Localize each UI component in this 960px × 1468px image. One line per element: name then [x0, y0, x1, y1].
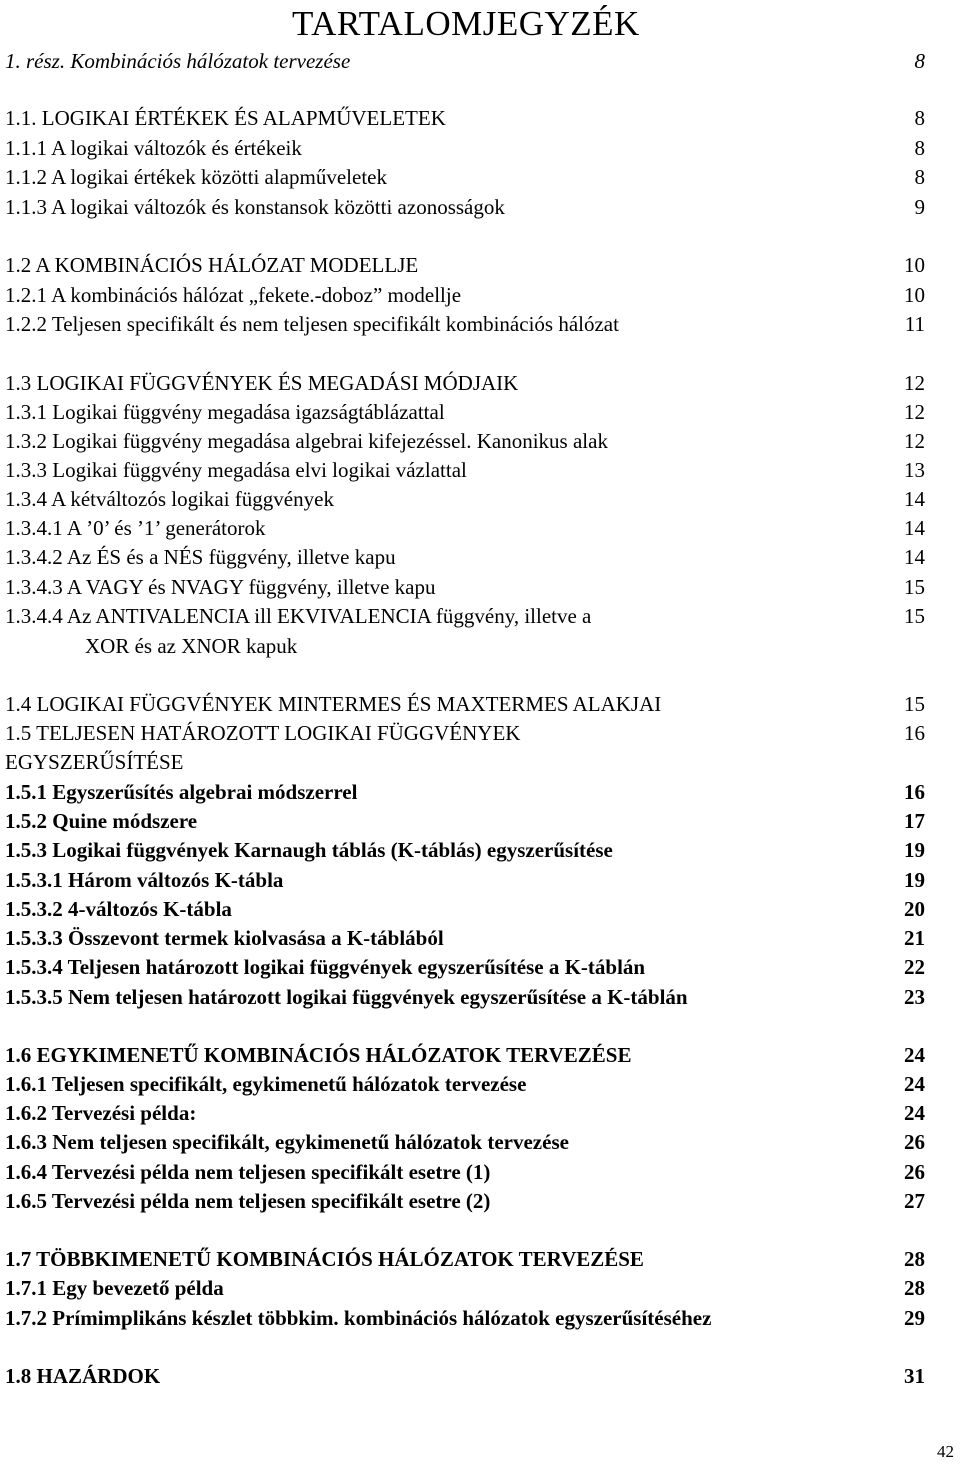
toc-entry-title: 1.1.2 A logikai értékek közötti alapműveletek — [5, 165, 387, 189]
toc-entry-title: 1.6.4 Tervezési példa nem teljesen specifikált esetre (1) — [5, 1160, 491, 1184]
toc-entry-page: 14 — [904, 487, 925, 511]
toc-entry[interactable] — [5, 777, 925, 807]
toc-entry-page: 23 — [904, 985, 925, 1009]
toc-entry-title: 1.2.1 A kombinációs hálózat „fekete.-doboz” modellje — [5, 283, 462, 307]
toc-entry-page: 14 — [904, 516, 925, 540]
toc-entry[interactable] — [5, 952, 925, 982]
toc-entry-title: EGYSZERŰSÍTÉSE — [5, 750, 184, 774]
toc-entry[interactable] — [5, 280, 925, 310]
toc-entry-page: 8 — [914, 106, 925, 130]
toc-entry-title: 1. rész. Kombinációs hálózatok tervezése — [5, 49, 351, 73]
toc-entry[interactable] — [5, 1157, 925, 1187]
toc-entry-page: 24 — [904, 1043, 925, 1067]
toc-entry-page: 12 — [904, 400, 925, 424]
toc-entry-page: 16 — [904, 780, 925, 804]
toc-entry[interactable] — [5, 631, 925, 661]
toc-entry[interactable] — [5, 1303, 925, 1333]
toc-entry-page: 28 — [904, 1247, 925, 1271]
toc-entry[interactable] — [5, 894, 925, 924]
toc-entry[interactable] — [5, 1098, 925, 1128]
toc-entry-page: 31 — [904, 1364, 925, 1388]
toc-entry-page: 15 — [904, 604, 925, 628]
toc-entry-page: 21 — [904, 926, 925, 950]
toc-entry-title: 1.5.3 Logikai függvények Karnaugh táblás (K-táblás) egyszerűsítése — [5, 838, 613, 862]
toc-entry[interactable] — [5, 133, 925, 163]
toc-entry-title: 1.5.1 Egyszerűsítés algebrai módszerrel — [5, 780, 358, 804]
toc-entry-title: 1.7.1 Egy bevezető példa — [5, 1276, 224, 1300]
toc-entry-title: 1.5.3.4 Teljesen határozott logikai függvények egyszerűsítése a K-táblán — [5, 955, 646, 979]
toc-entry-page: 15 — [904, 692, 925, 716]
toc-entry[interactable] — [5, 747, 925, 777]
toc-entry[interactable] — [5, 835, 925, 865]
toc-entry-title: 1.3.4.3 A VAGY és NVAGY függvény, illetve kapu — [5, 575, 436, 599]
toc-entry[interactable] — [5, 397, 925, 427]
toc-entry[interactable] — [5, 103, 925, 133]
toc-entry-page: 26 — [904, 1160, 925, 1184]
toc-entry[interactable] — [5, 46, 925, 76]
toc-entry[interactable] — [5, 1244, 925, 1274]
toc-entry-title: 1.3.4.4 Az ANTIVALENCIA ill EKVIVALENCIA függvény, illetve a — [5, 604, 592, 628]
toc-entry-title: 1.5.2 Quine módszere — [5, 809, 198, 833]
toc-entry-page: 19 — [904, 868, 925, 892]
toc-entry-page: 19 — [904, 838, 925, 862]
toc-entry[interactable] — [5, 1040, 925, 1070]
toc-entry-page: 9 — [914, 195, 925, 219]
toc-entry-title: 1.5.3.1 Három változós K-tábla — [5, 868, 284, 892]
toc-entry-title: 1.6.1 Teljesen specifikált, egykimenetű hálózatok tervezése — [5, 1072, 527, 1096]
toc-entry-title: 1.2.2 Teljesen specifikált és nem teljesen specifikált kombinációs hálózat — [5, 312, 619, 336]
toc-entry[interactable] — [5, 309, 925, 339]
toc-entry[interactable] — [5, 718, 925, 748]
toc-entry[interactable] — [5, 426, 925, 456]
toc-entry-title: XOR és az XNOR kapuk — [85, 634, 298, 658]
toc-entry-title: 1.3.4 A kétváltozós logikai függvények — [5, 487, 334, 511]
toc-entry-page: 12 — [904, 371, 925, 395]
page-number: 42 — [937, 1442, 954, 1461]
toc-entry-page: 8 — [914, 49, 925, 73]
toc-entry[interactable] — [5, 162, 925, 192]
toc-entry-page: 27 — [904, 1189, 925, 1213]
toc-entry-page: 10 — [904, 253, 925, 277]
toc-entry[interactable] — [5, 484, 925, 514]
toc-entry-title: 1.5 TELJESEN HATÁROZOTT LOGIKAI FÜGGVÉNYEK — [5, 721, 521, 745]
toc-entry-title: 1.5.3.2 4-változós K-tábla — [5, 897, 232, 921]
toc-entry[interactable] — [5, 923, 925, 953]
toc-entry-title: 1.3.4.1 A ’0’ és ’1’ generátorok — [5, 516, 266, 540]
toc-entry-page: 11 — [904, 312, 925, 336]
toc-entry-page: 12 — [904, 429, 925, 453]
toc-entry[interactable] — [5, 1273, 925, 1303]
toc-entry[interactable] — [5, 982, 925, 1012]
toc-entry-page: 26 — [904, 1130, 925, 1154]
toc-entry-title: 1.1. LOGIKAI ÉRTÉKEK ÉS ALAPMŰVELETEK — [5, 106, 446, 130]
toc-entry-title: 1.3.2 Logikai függvény megadása algebrai kifejezéssel. Kanonikus alak — [5, 429, 608, 453]
toc-entry[interactable] — [5, 806, 925, 836]
toc-entry-title: 1.3.1 Logikai függvény megadása igazságtáblázattal — [5, 400, 445, 424]
toc-entry[interactable] — [5, 513, 925, 543]
toc-entry-title: 1.6.5 Tervezési példa nem teljesen specifikált esetre (2) — [5, 1189, 491, 1213]
toc-entry[interactable] — [5, 572, 925, 602]
toc-entry-title: 1.8 HAZÁRDOK — [5, 1364, 161, 1388]
toc-entry-page: 17 — [904, 809, 925, 833]
toc-entry[interactable] — [5, 1186, 925, 1216]
document-title: TARTALOMJEGYZÉK — [292, 4, 640, 43]
toc-entry[interactable] — [5, 1127, 925, 1157]
toc-entry[interactable] — [5, 689, 925, 719]
toc-entry-page: 24 — [904, 1072, 925, 1096]
toc-entry-title: 1.7.2 Prímimplikáns készlet többkim. kombinációs hálózatok egyszerűsítéséhez — [5, 1306, 712, 1330]
toc-entry-page: 28 — [904, 1276, 925, 1300]
toc-entry[interactable] — [5, 192, 925, 222]
toc-entry[interactable] — [5, 865, 925, 895]
toc-entry[interactable] — [5, 250, 925, 280]
toc-entry-title: 1.3 LOGIKAI FÜGGVÉNYEK ÉS MEGADÁSI MÓDJAIK — [5, 371, 519, 395]
toc-entry-title: 1.3.4.2 Az ÉS és a NÉS függvény, illetve kapu — [5, 545, 396, 569]
toc-entry-title: 1.3.3 Logikai függvény megadása elvi logikai vázlattal — [5, 458, 467, 482]
toc-entry-title: 1.1.3 A logikai változók és konstansok közötti azonosságok — [5, 195, 505, 219]
toc-entry-page: 29 — [904, 1306, 925, 1330]
toc-entry-title: 1.6 EGYKIMENETŰ KOMBINÁCIÓS HÁLÓZATOK TERVEZÉSE — [5, 1043, 632, 1067]
toc-entry-page: 13 — [904, 458, 925, 482]
toc-entry[interactable] — [5, 601, 925, 631]
toc-entry-page: 22 — [904, 955, 925, 979]
toc-entry[interactable] — [5, 455, 925, 485]
toc-entry[interactable] — [5, 1361, 925, 1391]
toc-entry[interactable] — [5, 368, 925, 398]
toc-entry[interactable] — [5, 1069, 925, 1099]
toc-entry-page: 24 — [904, 1101, 925, 1125]
toc-entry[interactable] — [5, 542, 925, 572]
toc-entry-page: 8 — [914, 136, 925, 160]
toc-entry-page: 15 — [904, 575, 925, 599]
toc-entry-page: 16 — [904, 721, 925, 745]
toc-entry-title: 1.5.3.5 Nem teljesen határozott logikai függvények egyszerűsítése a K-táblán — [5, 985, 688, 1009]
toc-entry-title: 1.6.2 Tervezési példa: — [5, 1101, 197, 1125]
toc-entry-page: 14 — [904, 545, 925, 569]
toc-entry-title: 1.1.1 A logikai változók és értékeik — [5, 136, 302, 160]
toc-entry-page: 8 — [914, 165, 925, 189]
toc-entry-title: 1.5.3.3 Összevont termek kiolvasása a K-táblából — [5, 926, 444, 950]
toc-entry-title: 1.7 TÖBBKIMENETŰ KOMBINÁCIÓS HÁLÓZATOK TERVEZÉSE — [5, 1247, 644, 1271]
toc-entry-title: 1.6.3 Nem teljesen specifikált, egykimenetű hálózatok tervezése — [5, 1130, 569, 1154]
toc-entry-page: 10 — [904, 283, 925, 307]
toc-entry-title: 1.2 A KOMBINÁCIÓS HÁLÓZAT MODELLJE — [5, 253, 419, 277]
toc-entry-page: 20 — [904, 897, 925, 921]
toc-entry-title: 1.4 LOGIKAI FÜGGVÉNYEK MINTERMES ÉS MAXTERMES ALAKJAI — [5, 692, 662, 716]
